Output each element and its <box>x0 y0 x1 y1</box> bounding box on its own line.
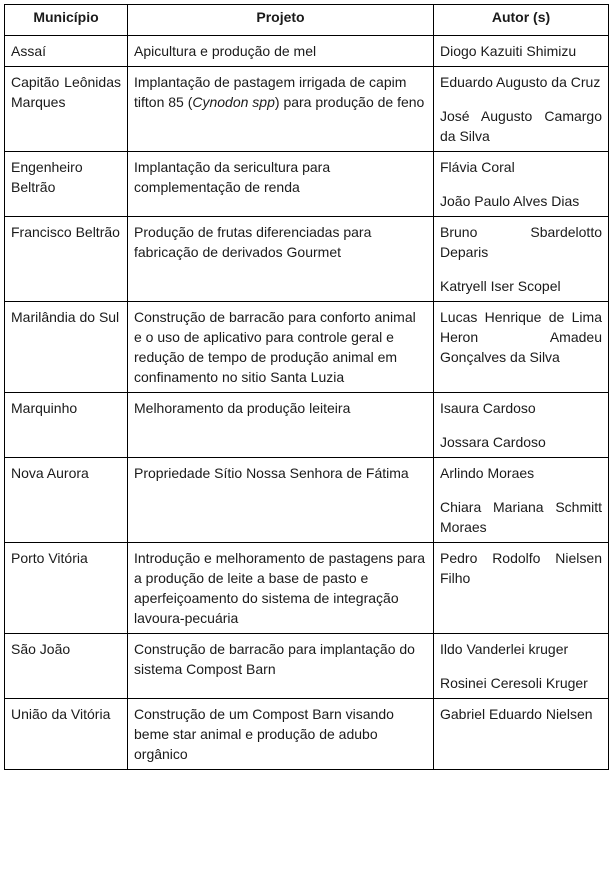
author-name: Arlindo Moraes <box>440 465 535 481</box>
cell-projeto <box>128 458 434 543</box>
header-autores: Autor (s) <box>434 5 609 36</box>
cell-projeto <box>128 152 434 217</box>
cell-municipio: União da Vitória <box>5 699 128 770</box>
cell-autores <box>434 634 609 699</box>
projeto-text: Implantação de pastagem irrigada de capim tifton 85 ( <box>134 74 407 110</box>
author-name: João Paulo Alves Dias <box>440 193 580 209</box>
projeto-text: Apicultura e produção de mel <box>134 43 317 59</box>
cell-autores <box>434 67 609 152</box>
table-row <box>5 36 609 67</box>
table-row <box>5 543 609 634</box>
cell-municipio: Porto Vitória <box>5 543 128 634</box>
table-row <box>5 458 609 543</box>
author-name: Pedro Rodolfo Nielsen Filho <box>440 550 602 586</box>
cell-autores <box>434 458 609 543</box>
author-name: Lucas Henrique de Lima Heron Amadeu Gonçalves da Silva <box>440 309 602 365</box>
cell-autores <box>434 543 609 634</box>
author-name: Flávia Coral <box>440 159 515 175</box>
cell-municipio: Marquinho <box>5 393 128 458</box>
cell-autores <box>434 699 609 770</box>
author-name: Isaura Cardoso <box>440 400 536 416</box>
cell-autores <box>434 393 609 458</box>
author-name: Chiara Mariana Schmitt Moraes <box>440 499 602 535</box>
projeto-text: ) para produção de feno <box>274 94 425 110</box>
projeto-text: Implantação da sericultura para complementação de renda <box>134 159 331 195</box>
cell-projeto <box>128 67 434 152</box>
projeto-text: Construção de um Compost Barn visando beme star animal e produção de adubo orgânico <box>134 706 394 762</box>
table-row <box>5 699 609 770</box>
cell-autores <box>434 36 609 67</box>
table-header-row <box>5 5 609 36</box>
cell-municipio: São João <box>5 634 128 699</box>
table-row <box>5 67 609 152</box>
cell-autores <box>434 217 609 302</box>
cell-municipio: Nova Aurora <box>5 458 128 543</box>
cell-municipio: Capitão Leônidas Marques <box>5 67 128 152</box>
cell-autores <box>434 302 609 393</box>
author-name: Bruno Sbardelotto Deparis <box>440 224 602 260</box>
cell-autores <box>434 152 609 217</box>
header-projeto: Projeto <box>128 5 434 36</box>
table-row <box>5 393 609 458</box>
cell-projeto <box>128 217 434 302</box>
projeto-text: Introdução e melhoramento de pastagens para a produção de leite a base de pasto e aperfeiçoamento do sistema de integração lavoura-pecuária <box>134 550 426 626</box>
cell-municipio: Engenheiro Beltrão <box>5 152 128 217</box>
table-row <box>5 217 609 302</box>
projeto-text-italic: Cynodon spp <box>192 94 275 110</box>
author-name: Diogo Kazuiti Shimizu <box>440 43 577 59</box>
cell-projeto <box>128 634 434 699</box>
author-name: Katryell Iser Scopel <box>440 278 561 294</box>
cell-municipio: Marilândia do Sul <box>5 302 128 393</box>
projeto-text: Construção de barracão para implantação do sistema Compost Barn <box>134 641 415 677</box>
projects-table <box>4 4 609 770</box>
author-name: Jossara Cardoso <box>440 434 546 450</box>
cell-projeto <box>128 543 434 634</box>
table-row <box>5 302 609 393</box>
projeto-text: Melhoramento da produção leiteira <box>134 400 351 416</box>
cell-municipio: Assaí <box>5 36 128 67</box>
projeto-text: Propriedade Sítio Nossa Senhora de Fátima <box>134 465 409 481</box>
projeto-text: Produção de frutas diferenciadas para fabricação de derivados Gourmet <box>134 224 372 260</box>
cell-projeto <box>128 699 434 770</box>
author-name: Rosinei Ceresoli Kruger <box>440 675 588 691</box>
cell-projeto <box>128 36 434 67</box>
table-row <box>5 152 609 217</box>
projeto-text: Construção de barracão para conforto animal e o uso de aplicativo para controle geral e redução de tempo de produção animal em confinamento no sitio Santa Luzia <box>134 309 416 385</box>
author-name: José Augusto Camargo da Silva <box>440 108 602 144</box>
cell-municipio: Francisco Beltrão <box>5 217 128 302</box>
cell-projeto <box>128 302 434 393</box>
author-name: Gabriel Eduardo Nielsen <box>440 706 593 722</box>
cell-projeto <box>128 393 434 458</box>
author-name: Eduardo Augusto da Cruz <box>440 74 601 90</box>
table-row <box>5 634 609 699</box>
author-name: Ildo Vanderlei kruger <box>440 641 569 657</box>
header-municipio: Município <box>5 5 128 36</box>
